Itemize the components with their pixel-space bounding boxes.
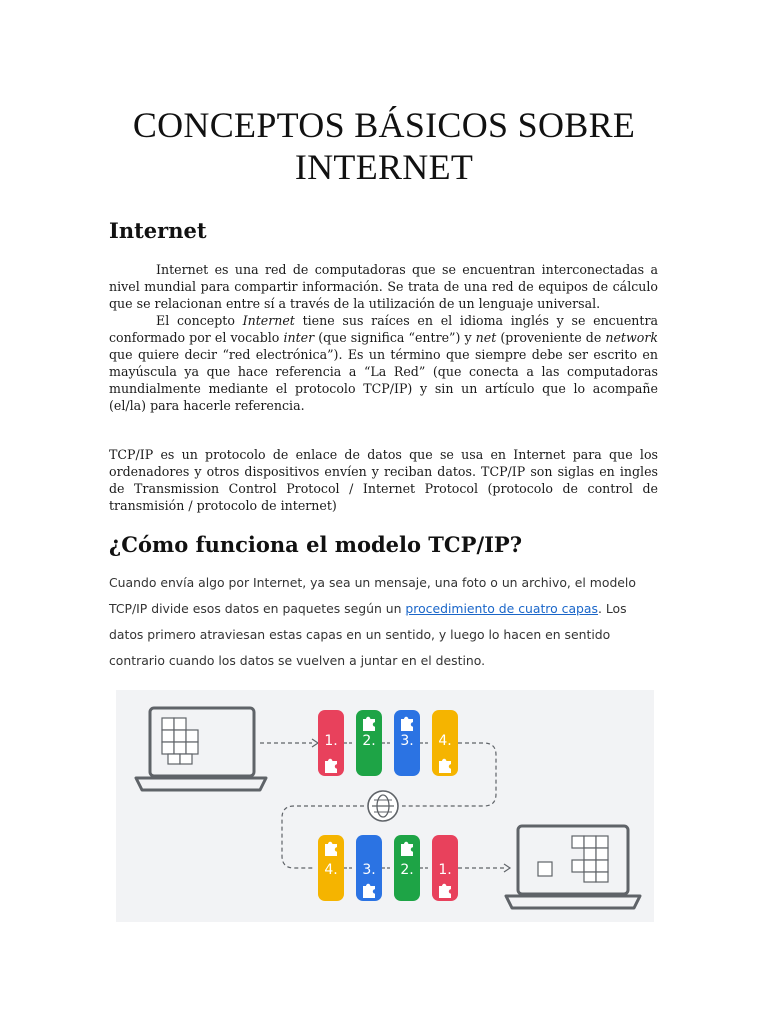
paragraph-tcpip-definition: TCP/IP es un protocolo de enlace de datos que se usa en Internet para que los ordenadores y otros dispositivos envíen y reciban datos. TCP/IP son siglas en ingles de Transmission Control Protocol / Internet Protocol (protocolo de control de transmisión / protocolo de internet) [109, 447, 658, 513]
layer-label: 3. [362, 862, 376, 878]
text-segment: que quiere decir “red electrónica”). Es un término que siempre debe ser escrito en mayúscula ya que hace referencia a “La Red” (que conecta a las computadoras mundialmente mediante el protocolo TCP/IP) y sin un artículo que lo acompañe (el/la) para hacerle referencia. [109, 347, 658, 413]
section-heading-tcpip: ¿Cómo funciona el modelo TCP/IP? [109, 532, 523, 557]
section-heading-internet: Internet [109, 218, 207, 243]
layer-label: 4. [324, 862, 338, 878]
text-segment: Cuando envía algo por Internet, ya sea un mensaje, una foto o un archivo, el modelo TCP/IP divide esos datos en paquetes según un [109, 575, 636, 616]
layer-pill-2-top [356, 710, 382, 776]
layer-label: 3. [400, 733, 414, 749]
layer-pill-2-bottom [394, 835, 420, 901]
layer-pill-3-bottom [356, 835, 382, 901]
layer-pill-1-top [318, 710, 344, 776]
tcpip-layers-diagram [116, 690, 654, 922]
paragraph-tcpip-model [109, 570, 661, 674]
layer-label: 2. [400, 862, 414, 878]
italic-network: network [605, 330, 658, 345]
italic-net: net [475, 330, 497, 345]
text-segment: tiene sus raíces en el idioma inglés y se encuentra conformado por el vocablo [109, 313, 658, 345]
layer-pill-1-bottom [432, 835, 458, 901]
text-segment: (proveniente de [496, 330, 606, 345]
globe-icon [368, 791, 398, 821]
layer-label: 4. [438, 733, 452, 749]
layer-pill-4-bottom [318, 835, 344, 901]
layer-label: 2. [362, 733, 376, 749]
text-segment: El concepto [156, 313, 243, 328]
document-title [100, 104, 668, 188]
receiver-laptop-icon [506, 826, 640, 908]
layer-pill-3-top [394, 710, 420, 776]
paragraph-internet-definition [109, 261, 658, 414]
text-segment: (que significa “entre”) y [314, 330, 476, 345]
layer-label: 1. [438, 862, 452, 878]
title-line-1: CONCEPTOS BÁSICOS SOBRE [132, 105, 636, 145]
sender-laptop-icon [136, 708, 266, 790]
layer-label: 1. [324, 733, 338, 749]
four-layer-procedure-link[interactable]: procedimiento de cuatro capas [405, 601, 598, 616]
italic-inter: inter [283, 330, 315, 345]
text-segment: . Los datos primero atraviesan estas capas en un sentido, y luego lo hacen en sentido contrario cuando los datos se vuelven a juntar en el destino. [109, 601, 627, 668]
text-p1a: Internet es una red de computadoras que se encuentran interconectadas a nivel mundial para compartir información. Se trata de una red de equipos de cálculo que se relacionan entre sí a través de la utilización de un lenguaje universal. [109, 262, 658, 311]
layer-pill-4-top [432, 710, 458, 776]
title-line-2: INTERNET [294, 147, 474, 187]
italic-internet: Internet [242, 313, 295, 328]
